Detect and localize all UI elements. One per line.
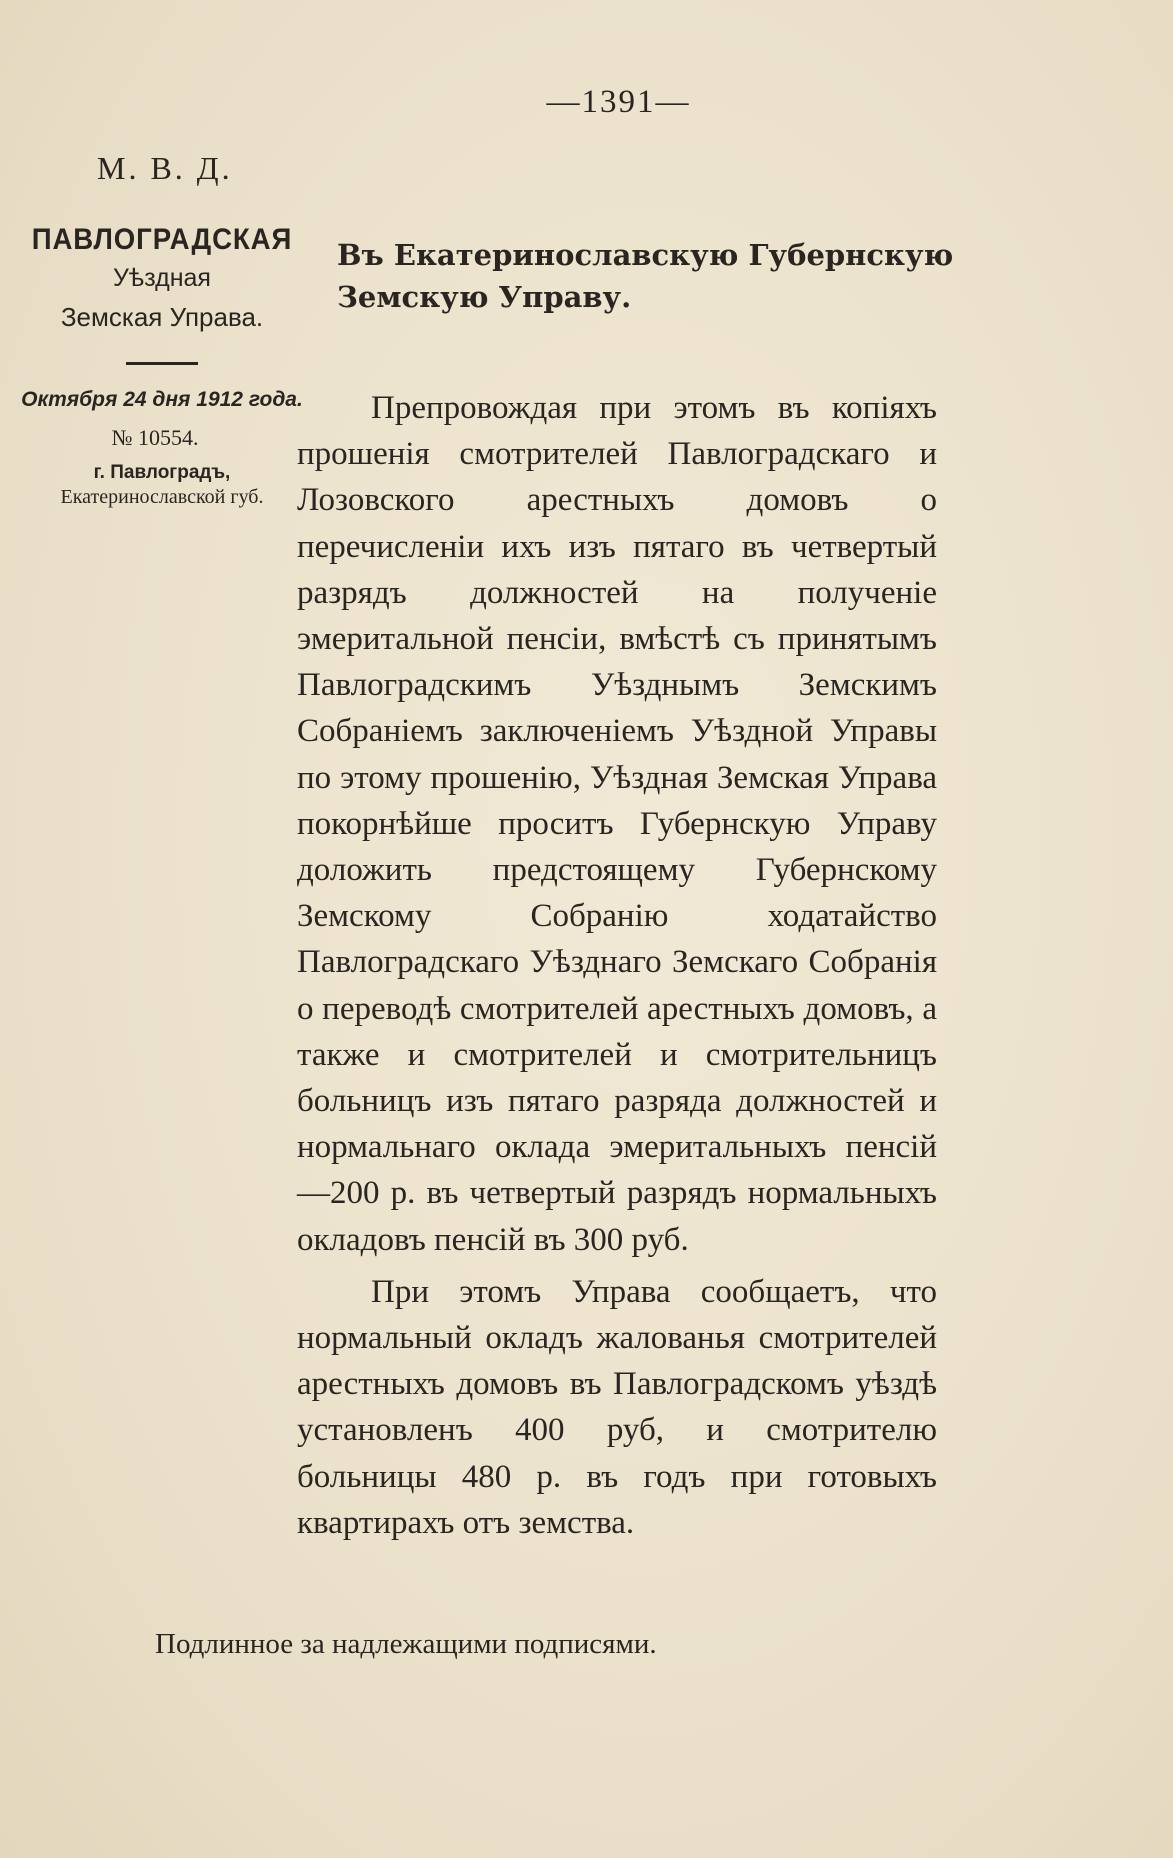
letter-body xyxy=(297,385,937,1546)
page-number: —1391— xyxy=(546,84,691,120)
sender-zemstvo: Земская Управа. xyxy=(60,302,264,332)
paragraph: Препровождая при этомъ въ копіяхъ прошенія смотрителей Павлоградскаго и Лозовского арестныхъ домовъ о перечисленіи ихъ изъ пятаго въ четвертый разрядъ должностей на полученіе эмеритальной пенсіи, вмѣстѣ съ принятымъ Павлоградскимъ Уѣзднымъ Земскимъ Собраніемъ заключеніемъ Уѣздной Управы по этому прошенію, Уѣздная Земская Управа покорнѣйше проситъ Губернскую Управу доложить предстоящему Губернскому Земскому Собранію ходатайство Павлоградскаго Уѣзднаго Земскаго Собранія о переводѣ смотрителей арестныхъ домовъ, а также и смотрителей и смотрительницъ больницъ изъ пятаго разряда должностей и нормальнаго оклада эмеритальныхъ пенсій—200 р. въ четвертый разрядъ нормальныхъ окладовъ пенсій въ 300 руб. xyxy=(297,390,937,1258)
document-date: Октября 24 дня 1912 года. xyxy=(21,388,303,411)
sender-block xyxy=(18,222,306,509)
sender-organization: ПАВЛОГРАДСКАЯ xyxy=(31,223,293,256)
addressee: Въ Екатеринославскую Губернскую Земскую Управу. xyxy=(337,238,954,314)
sender-city: г. Павлоградъ, xyxy=(93,462,231,483)
sender-gubernia: Екатеринославской губ. xyxy=(60,486,264,508)
document-number: № 10554. xyxy=(111,425,199,450)
ministry-heading: М. В. Д. xyxy=(97,150,233,186)
divider xyxy=(126,362,198,365)
signature-note: Подлинное за надлежащими подписями. xyxy=(155,1628,657,1660)
sender-uezd: Уѣздная xyxy=(113,264,211,292)
paragraph: При этомъ Управа сообщаетъ, что нормальный окладъ жалованья смотрителей арестныхъ домовъ въ Павлоградскомъ уѣздѣ установленъ 400 руб, и смотрителю больницы 480 р. въ годъ при готовыхъ квартирахъ отъ земства. xyxy=(297,1273,937,1541)
